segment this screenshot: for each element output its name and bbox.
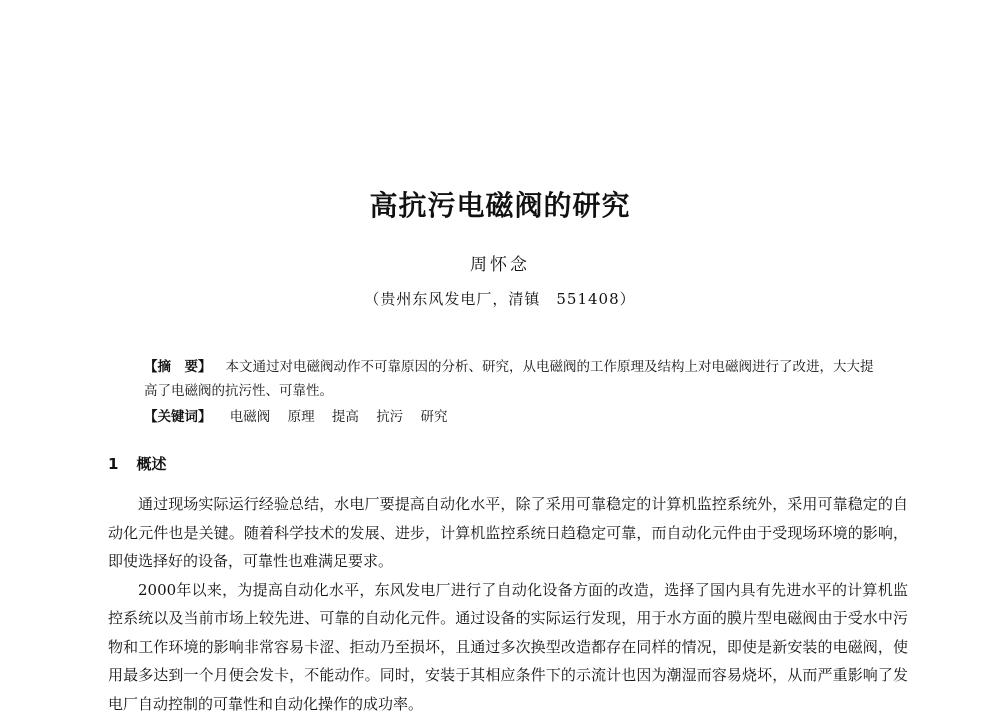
section-heading [108,453,166,474]
abstract-text: 本文通过对电磁阀动作不可靠原因的分析、研究，从电磁阀的工作原理及结构上对电磁阀进行了改进，大大提高了电磁阀的抗污性、可靠性。 [144,359,874,399]
body-paragraph: 2000年以来，为提高自动化水平，东风发电厂进行了自动化设备方面的改造，选择了国内具有先进水平的计算机监控系统以及当前市场上较先进、可靠的自动化元件。通过设备的实际运行发现，用于水方面的膜片型电磁阀由于受水中污物和工作环境的影响非常容易卡涩、拒动乃至损坏，且通过多次换型改造都存在同样的情况，即使是新安装的电磁阀，使用最多达到一个月便会发卡，不能动作。同时，安装于其相应条件下的示流计也因为潮湿而容易烧坏，从而严重影响了发电厂自动控制的可靠性和自动化操作的成功率。 [108,580,908,713]
keyword: 提高 [331,409,359,425]
abstract-block [144,355,884,403]
keyword: 原理 [287,409,315,425]
body-paragraph: 通过现场实际运行经验总结，水电厂要提高自动化水平，除了采用可靠稳定的计算机监控系统外，采用可靠稳定的自动化元件也是关键。随着科学技术的发展、进步，计算机监控系统日趋稳定可靠，而自动化元件由于受现场环境的影响，即使选择好的设备，可靠性也难满足要求。 [108,495,908,570]
author-name: 周怀念 [470,255,530,275]
author-affiliation: （贵州东风发电厂，清镇 551408） [364,290,636,308]
paper-title: 高抗污电磁阀的研究 [369,189,631,222]
keywords-block [144,405,884,429]
keyword: 研究 [420,409,448,425]
keyword: 抗污 [376,409,404,425]
keyword: 电磁阀 [229,409,271,425]
abstract-label: 【摘 要】 [144,359,212,375]
section-body [108,490,908,714]
keywords-label: 【关键词】 [144,409,212,425]
section-title: 概述 [136,455,167,473]
section-number: 1 [108,455,119,473]
